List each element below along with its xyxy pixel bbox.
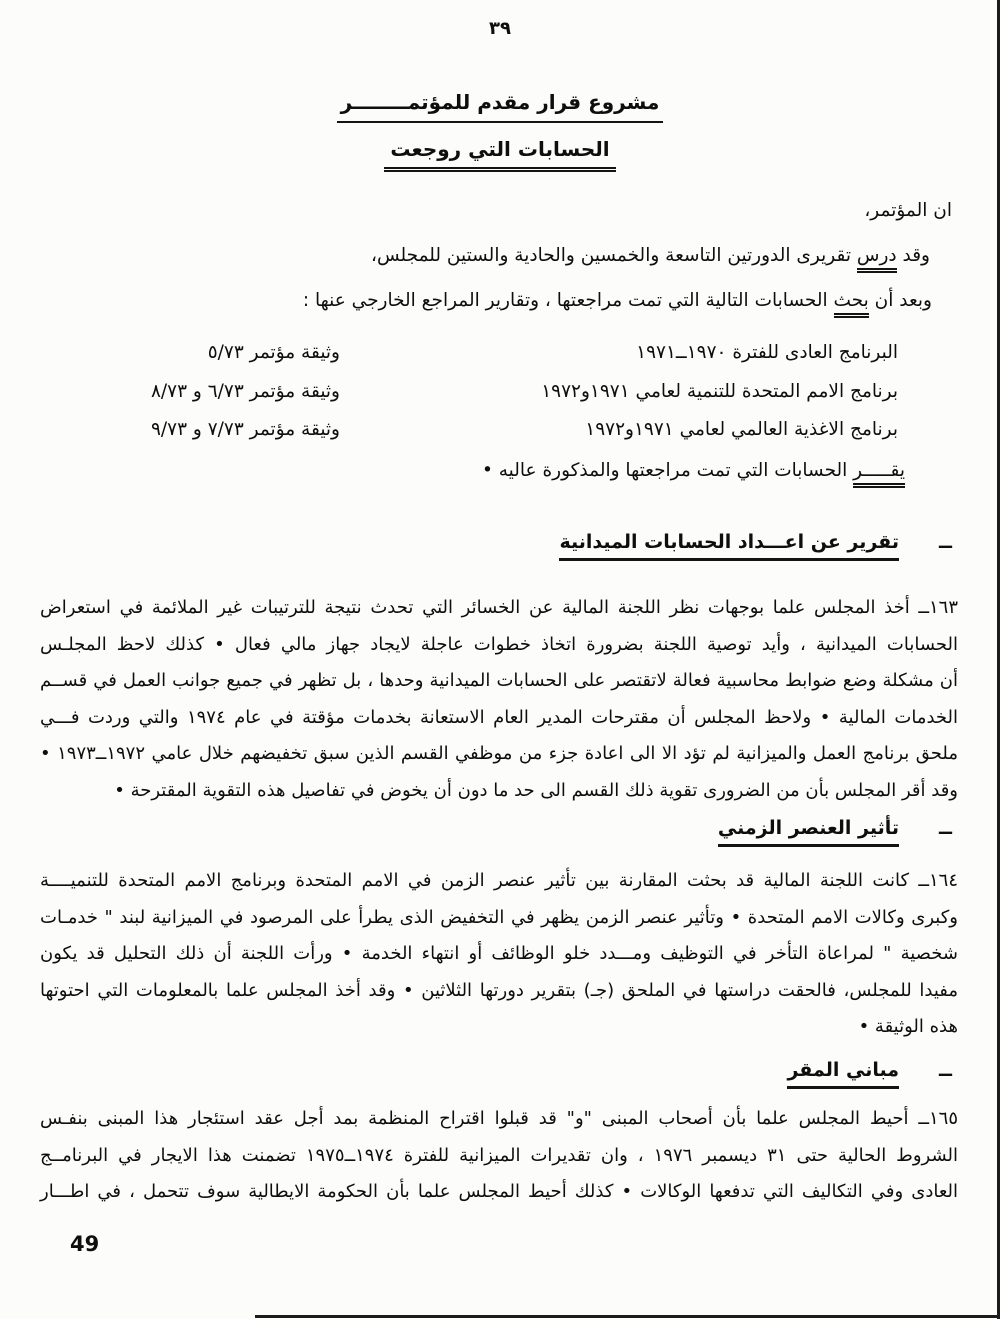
paragraph-165 (40, 1101, 958, 1211)
document-subtitle-row (0, 137, 1000, 172)
paragraph-line: الخدمات المالية • ولاحظ المجلس أن مقترحات المدير العام الاستعانة بخدمات مؤقتة في عام ١٩٧٤ والتي وردت فـــي (40, 706, 958, 728)
preamble-examined-word: بحث (834, 290, 869, 318)
page-number-top: ٣٩ (489, 18, 511, 39)
account-row-name: برنامج الامم المتحدة للتنمية لعامي ١٩٧١و١٩٧٢ (541, 381, 898, 402)
paragraph-line: ملحق برنامج العمل والميزانية لم تؤد الا الى اعادة جزء من موظفي القسم الذين سبق تخفيضهم خلال عامي ١٩٧٢ــ١٩٧٣ • (40, 743, 958, 765)
dash-bullet: ــ (939, 531, 952, 553)
preamble-examined-line (303, 290, 932, 311)
paragraph-164 (40, 863, 958, 1046)
paragraph-163 (40, 590, 958, 810)
paragraph-line: وكبرى وكالات الامم المتحدة • وتأثير عنصر الزمن يظهر في التخفيض الذى يطرأ على المرصود في الميزانية لبند " خدمـات (40, 906, 958, 928)
paragraph-line: العادى وفي التكاليف التي تدفعها الوكالات • كذلك أحيط المجلس علما بأن الحكومة الايطالية سوف تتحمل ، في اطـــار (40, 1181, 958, 1203)
resolution-verb: يقـــــر (853, 460, 905, 488)
paragraph-line: شخصية " لمراعاة التأخر في التوظيف ومـــدد خلو الوظائف أو انتهاء الخدمة • ورأت اللجنة أن ذلك التحليل قد يكون (40, 943, 958, 965)
document-subtitle: الحسابات التي روجعت (384, 137, 615, 172)
paragraph-line: ١٦٣ــ أخذ المجلس علما بوجهات نظر اللجنة المالية عن الخسائر التي تحدث نتيجة للترتيبات غير الملائمة في استعراض (40, 597, 958, 618)
paragraph-line: ١٦٥ــ أحيط المجلس علما بأن أصحاب المبنى "و" قد قبلوا اقتراح المنظمة بمد أجل عقد استئجار هذا المبنى بنفـس (40, 1108, 958, 1129)
preamble-studied-line (371, 245, 930, 266)
paragraph-line: الشروط الحالية حتى ٣١ ديسمبر ١٩٧٦ ، وان تقديرات الميزانية للفترة ١٩٧٤ــ١٩٧٥ تضمنت هذا الايجار في البرنامــج (40, 1144, 958, 1166)
paragraph-line: الحسابات الميدانية ، وأيد توصية اللجنة بضرورة اتخاذ خطوات عاجلة لايجاد جهاز مالي فعال • كذلك لاحظ المجلـس (40, 633, 958, 655)
scan-edge-bottom (255, 1315, 1000, 1318)
paragraph-line: مفيدا للمجلس، فالحقت دراستها في الملحق (جـ) بتقرير دورتها الثلاثين • وقد أخذ المجلس علما بالمعلومات التي احتوتها (40, 979, 958, 1001)
dash-bullet: ــ (939, 817, 952, 839)
dash-bullet: ــ (939, 1059, 952, 1081)
section-title: تقرير عن اعـــداد الحسابات الميدانية (559, 531, 899, 561)
paragraph-line: ١٦٤ــ كانت اللجنة المالية قد بحثت المقارنة بين تأثير عنصر الزمن في الامم المتحدة وبرنامج الامم المتحدة للتنميــــة (40, 870, 958, 891)
section-title: تأثير العنصر الزمني (718, 817, 899, 847)
preamble-opening: ان المؤتمر، (864, 200, 952, 221)
preamble-studied-word: درس (857, 245, 897, 273)
paragraph-line: هذه الوثيقة • (858, 1016, 958, 1038)
document-title: مشروع قرار مقدم للمؤتمــــــــر (337, 90, 664, 123)
account-row-name: برنامج الاغذية العالمي لعامي ١٩٧١و١٩٧٢ (585, 419, 898, 440)
section-heading-field-accounts (559, 531, 952, 561)
preamble-studied-pre: وقد (896, 245, 930, 266)
preamble-examined-post: الحسابات التالية التي تمت مراجعتها ، وتقارير المراجع الخارجي عنها : (302, 290, 834, 311)
preamble-examined-pre: وبعد أن (868, 290, 932, 311)
account-row-doc: وثيقة مؤتمر ٥/٧٣ (207, 342, 340, 363)
paragraph-line: وقد أقر المجلس بأن من الضرورى تقوية ذلك القسم الى حد ما دون أن يخوض في تفاصيل هذه التقوية المقترحة • (114, 779, 958, 801)
document-title-row (0, 90, 1000, 123)
section-heading-time-element (718, 817, 952, 847)
section-heading-headquarters-buildings (787, 1059, 952, 1089)
account-row-doc: وثيقة مؤتمر ٦/٧٣ و ٨/٧٣ (150, 381, 340, 402)
section-title: مباني المقر (787, 1059, 899, 1089)
resolution-rest: الحسابات التي تمت مراجعتها والمذكورة عاليه • (481, 460, 854, 481)
paragraph-line: أن مشكلة وضع ضوابط محاسبية فعالة لاتقتصر على الحسابات الميدانية وحدها ، بل تظهر في جميع جوانب العمل في قســم (40, 670, 958, 692)
preamble-studied-post: تقريرى الدورتين التاسعة والخمسين والحادية والستين للمجلس، (370, 245, 857, 266)
account-row-doc: وثيقة مؤتمر ٧/٧٣ و ٩/٧٣ (150, 419, 340, 440)
resolution-line (482, 460, 905, 481)
account-row-name: البرنامج العادى للفترة ١٩٧٠ــ١٩٧١ (636, 342, 898, 363)
page-number-bottom: 49 (70, 1232, 100, 1256)
